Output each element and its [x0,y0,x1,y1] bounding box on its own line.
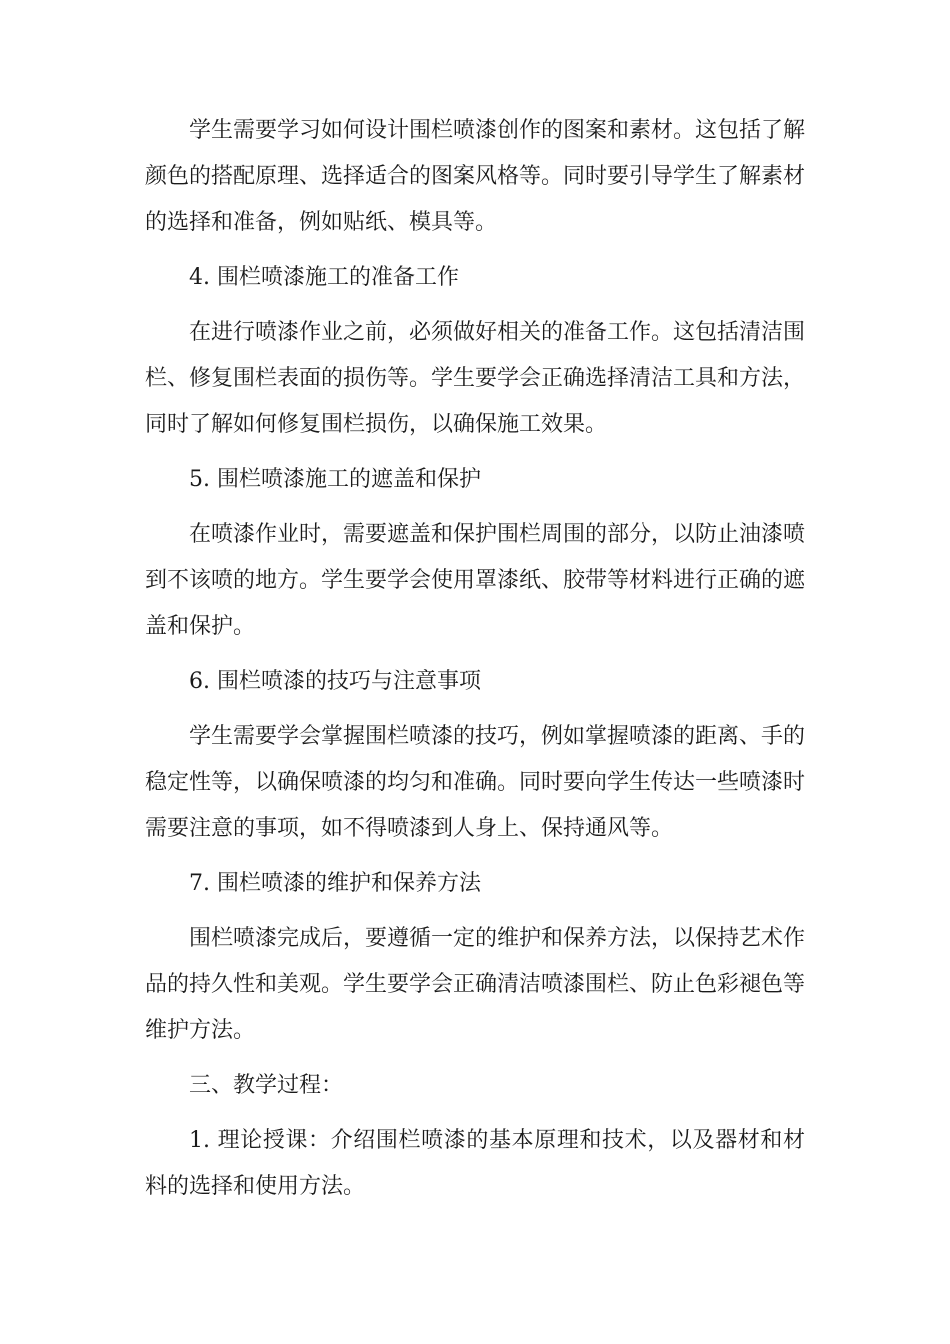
heading-maintenance: 7. 围栏喷漆的维护和保养方法 [189,871,481,896]
paragraph-maintenance: 围栏喷漆完成后，要遵循一定的维护和保养方法，以保持艺术作品的持久性和美观。学生要学会正确清洁喷漆围栏、防止色彩褪色等维护方法。 [145,926,806,1043]
paragraph-techniques: 学生需要学会掌握围栏喷漆的技巧，例如掌握喷漆的距离、手的稳定性等，以确保喷漆的均匀和准确。同时要向学生传达一些喷漆时需要注意的事项，如不得喷漆到人身上、保持通风等。 [145,724,806,841]
document-body [145,108,805,1210]
heading-teaching-process: 三、教学过程： [189,1073,344,1098]
paragraph-design-materials: 学生需要学习如何设计围栏喷漆创作的图案和素材。这包括了解颜色的搭配原理、选择适合的图案风格等。同时要引导学生了解素材的选择和准备，例如贴纸、模具等。 [145,118,806,235]
heading-masking: 5. 围栏喷漆施工的遮盖和保护 [189,467,481,492]
paragraph-preparation: 在进行喷漆作业之前，必须做好相关的准备工作。这包括清洁围栏、修复围栏表面的损伤等。学生要学会正确选择清洁工具和方法，同时了解如何修复围栏损伤，以确保施工效果。 [145,320,806,437]
paragraph-masking: 在喷漆作业时，需要遮盖和保护围栏周围的部分，以防止油漆喷到不该喷的地方。学生要学会使用罩漆纸、胶带等材料进行正确的遮盖和保护。 [145,522,806,639]
paragraph-theory-lecture: 1. 理论授课：介绍围栏喷漆的基本原理和技术，以及器材和材料的选择和使用方法。 [145,1128,805,1199]
heading-preparation: 4. 围栏喷漆施工的准备工作 [189,265,459,290]
heading-techniques: 6. 围栏喷漆的技巧与注意事项 [189,669,481,694]
